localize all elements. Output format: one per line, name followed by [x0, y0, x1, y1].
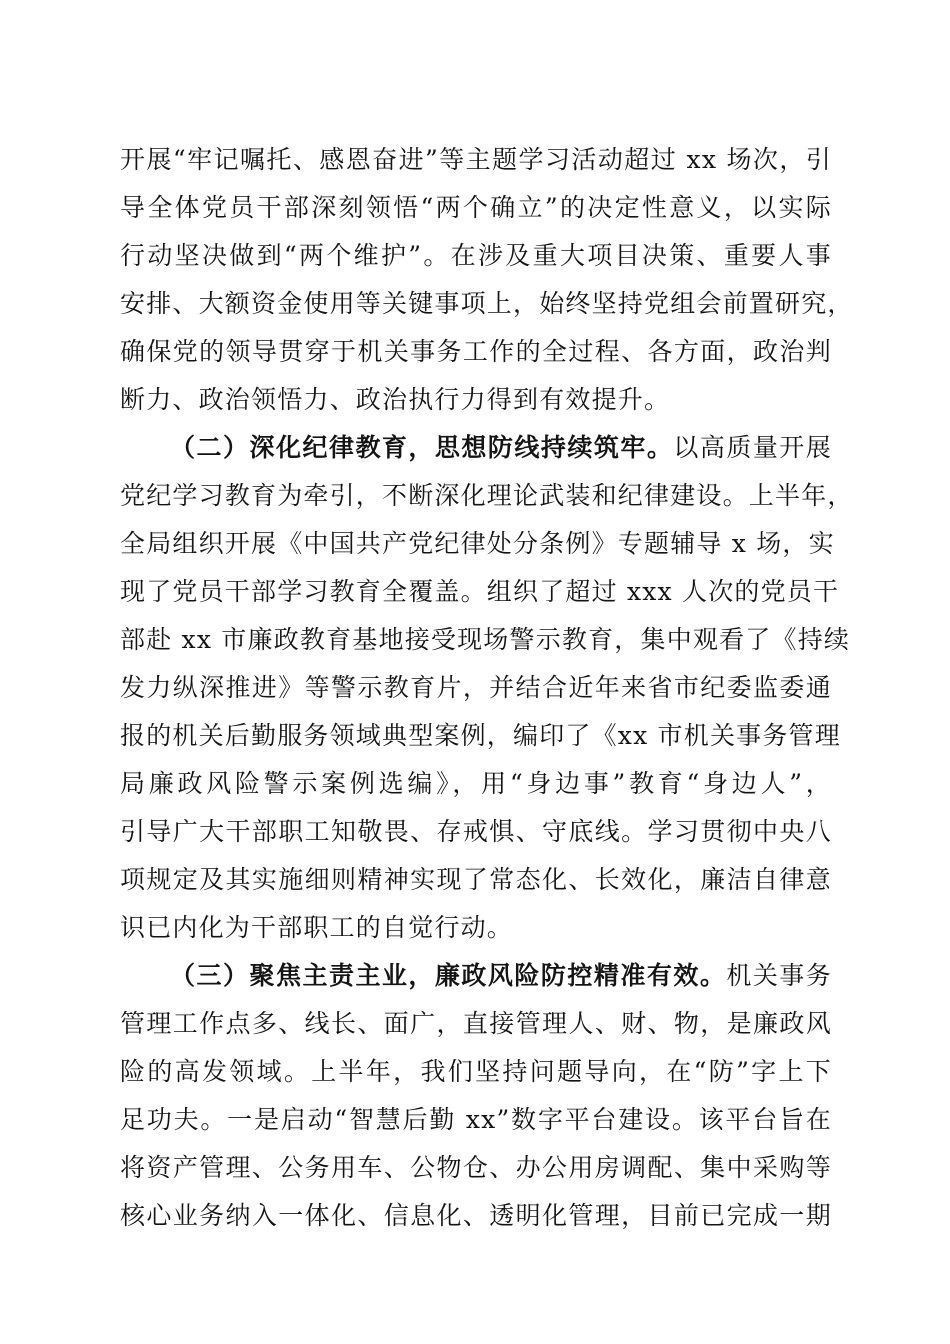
paragraph-2-line: 报的机关后勤服务领域典型案例，编印了《xx 市机关事务管理 — [120, 721, 841, 750]
paragraph-3-line: 管理工作点多、线长、面广，直接管理人、财、物，是廉政风 — [120, 1009, 832, 1038]
paragraph-2-line: 局廉政风险警示案例选编》，用“身边事”教育“身边人”， — [120, 769, 832, 798]
paragraph-1-line: 断力、政治领悟力、政治执行力得到有效提升。 — [120, 385, 671, 414]
paragraph-2-line: 发力纵深推进》等警示教育片，并结合近年来省市纪委监委通 — [120, 673, 832, 702]
paragraph-2-line: 现了党员干部学习教育全覆盖。组织了超过 xxx 人次的党员干 — [120, 577, 840, 606]
paragraph-2-line: 项规定及其实施细则精神实现了常态化、长效化，廉洁自律意 — [120, 865, 832, 894]
paragraph-2-line: 部赴 xx 市廉政教育基地接受现场警示教育，集中观看了《持续 — [120, 625, 851, 654]
paragraph-2-line: 识已内化为干部职工的自觉行动。 — [120, 913, 514, 942]
paragraph-3-line: 核心业务纳入一体化、信息化、透明化管理，目前已完成一期 — [120, 1201, 832, 1230]
paragraph-1-line: 行动坚决做到“两个维护”。在涉及重大项目决策、重要人事 — [120, 241, 832, 270]
paragraph-1-line: 开展“牢记嘱托、感恩奋进”等主题学习活动超过 xx 场次，引 — [120, 145, 832, 174]
paragraph-1-line: 确保党的领导贯穿于机关事务工作的全过程、各方面，政治判 — [120, 337, 832, 366]
paragraph-2-first-line-text: 以高质量开展 — [673, 433, 832, 462]
paragraph-3-first-line — [170, 954, 832, 998]
paragraph-2-line: 全局组织开展《中国共产党纪律处分条例》专题辅导 x 场，实 — [120, 529, 835, 558]
section-2-heading: （二）深化纪律教育，思想防线持续筑牢。 — [170, 433, 674, 462]
paragraph-3-line: 足功夫。一是启动“智慧后勤 xx”数字平台建设。该平台旨在 — [120, 1105, 832, 1134]
paragraph-3-line: 险的高发领域。上半年，我们坚持问题导向，在“防”字上下 — [120, 1057, 832, 1086]
section-3-heading: （三）聚焦主责主业，廉政风险防控精准有效。 — [170, 961, 727, 990]
paragraph-1-line: 安排、大额资金使用等关键事项上，始终坚持党组会前置研究， — [120, 289, 854, 318]
paragraph-2-line: 引导广大干部职工知敬畏、存戒惧、守底线。学习贯彻中央八 — [120, 817, 832, 846]
paragraph-3-line: 将资产管理、公务用车、公物仓、办公用房调配、集中采购等 — [120, 1153, 832, 1182]
paragraph-3-first-line-text: 机关事务 — [726, 961, 833, 990]
paragraph-2-first-line — [170, 426, 832, 470]
paragraph-2-line: 党纪学习教育为牵引，不断深化理论武装和纪律建设。上半年， — [120, 481, 854, 510]
paragraph-1-line: 导全体党员干部深刻领悟“两个确立”的决定性意义，以实际 — [120, 193, 832, 222]
